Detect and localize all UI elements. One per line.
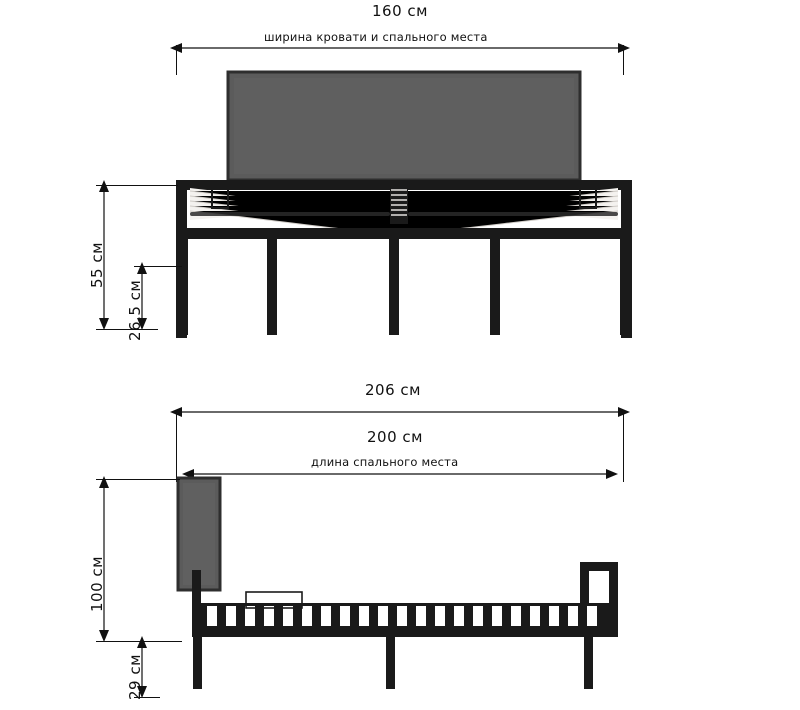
front-width-arrow <box>170 40 630 56</box>
side-length-overall-arrow <box>170 404 630 420</box>
bed-front-view <box>150 60 670 350</box>
front-height-top-ext <box>96 185 178 186</box>
front-height-lower-label: 26,5 см <box>126 279 144 341</box>
side-height-top-ext <box>96 479 180 480</box>
side-height-lower-label: 29 см <box>126 654 144 700</box>
front-width-label: 160 см <box>372 2 428 20</box>
front-lower-top-ext <box>134 266 182 267</box>
side-lower-top-ext <box>134 641 182 642</box>
front-width-sublabel: ширина кровати и спального места <box>264 30 488 44</box>
side-height-total-label: 100 см <box>88 556 106 612</box>
side-length-sublabel: длина спального места <box>311 455 459 469</box>
side-length-overall-label: 206 см <box>365 381 421 399</box>
front-height-total-label: 55 см <box>88 242 106 288</box>
bed-side-view <box>160 470 640 695</box>
side-length-sleep-label: 200 см <box>367 428 423 446</box>
